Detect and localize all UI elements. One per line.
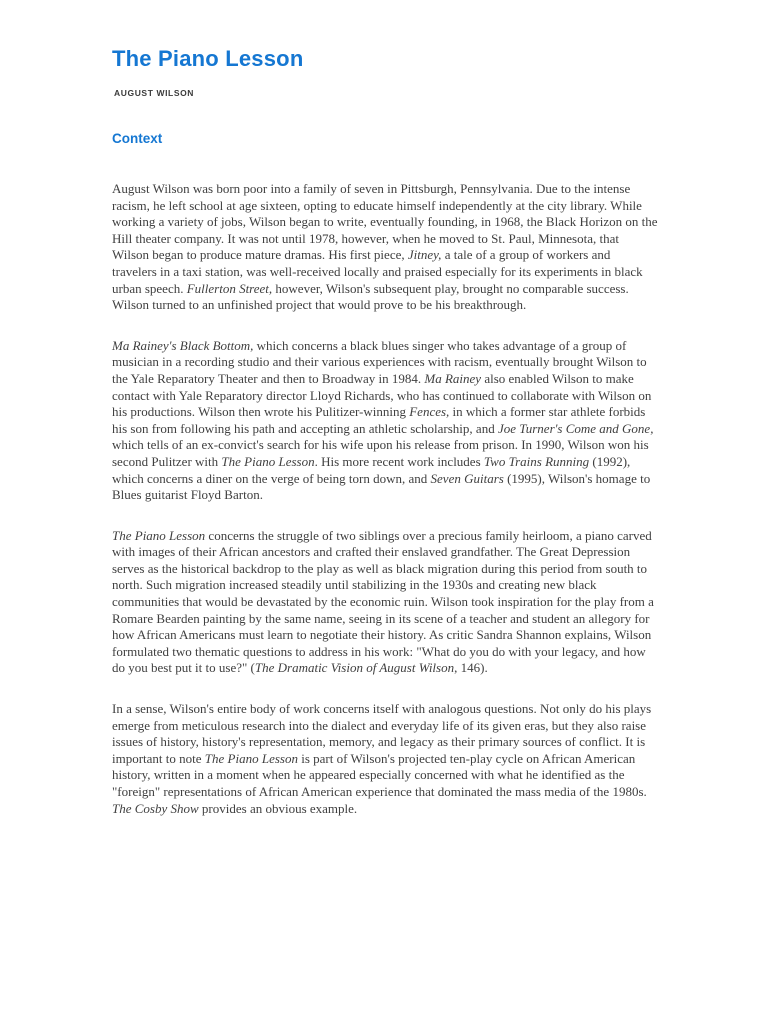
italic-text-run: Fullerton Street, <box>186 280 273 296</box>
italic-text-run: Jitney, <box>407 247 442 263</box>
text-run: however, Wilson's subsequent play, brought no comparable success. Wilson turned to an unfinished project that would prove to be his breakthrough. <box>112 280 629 313</box>
italic-text-run: The Piano Lesson <box>204 750 298 766</box>
paragraph <box>112 701 658 817</box>
italic-text-run: The Piano Lesson <box>112 527 206 543</box>
italic-text-run: Ma Rainey's Black Bottom, <box>112 337 254 353</box>
text-run: which tells of an ex-convict's search for his wife upon his release from prison. In 1990, Wilson won his second Pulitzer with <box>112 437 649 469</box>
text-run: (1995), Wilson's homage to Blues guitarist Floyd Barton. <box>112 470 651 503</box>
article-body <box>112 181 658 817</box>
text-run: which concerns a black blues singer who takes advantage of a group of musician in a recording studio and their various experiences with racism, eventually brought Wilson to the Yale Reparatory Theater and then to Broadway in 1984. <box>112 337 647 386</box>
paragraph <box>112 181 658 314</box>
paragraph <box>112 338 658 504</box>
text-run: a tale of a group of workers and travelers in a taxi station, was well-received locally and praised especially for its experiments in black urban speech. <box>112 247 643 296</box>
text-run: , 146). <box>454 660 488 676</box>
author-byline: AUGUST WILSON <box>114 88 195 98</box>
italic-text-run: Fences, <box>409 404 450 420</box>
text-run: also enabled Wilson to make contact with Yale Reparatory director Lloyd Richards, who has continued to collaborate with Wilson on his productions. Wilson then wrote his Pulitizer-winning <box>112 370 652 420</box>
text-run: In a sense, Wilson's entire body of work concerns itself with analogous questions. Not only do his plays emerge from meticulous research into the dialect and everyday life of its given eras, but they also raise issues of history, history's representation, memory, and legacy as their primary sources of conflict. It is important to note <box>112 701 652 766</box>
text-run: is part of Wilson's projected ten-play cycle on African American history, written in a moment when he appeared especially concerned with what he identified as the "foreign" representations of African American experience that dominated the mass media of the 1980s. <box>112 750 647 799</box>
italic-text-run: Seven Guitars <box>430 470 504 486</box>
italic-text-run: The Cosby Show <box>112 800 199 816</box>
italic-text-run: Joe Turner's Come and Gone, <box>497 420 654 436</box>
section-heading-context: Context <box>112 131 163 146</box>
italic-text-run: The Dramatic Vision of August Wilson <box>254 660 455 676</box>
text-run: concerns the struggle of two siblings over a precious family heirloom, a piano carved with images of their African ancestors and crafted their enslaved grandfather. The Great Depression serves as the historical backdrop to the play as well as black migration during this period from south to north. Such migration increased steadily until stabilizing in the 1930s and creating new black communities that would be devastated by the economic ruin. Wilson took inspiration for the play from a Romare Bearden painting by the same name, seeing in its scene of a teacher and student an allegory for how African Americans must learn to negotiate their history. As critic Sandra Shannon explains, Wilson formulated two thematic questions to address in his work: "What do you do with your legacy, and how do you best put it to use?" ( <box>112 527 654 676</box>
italic-text-run: Two Trains Running <box>483 453 590 469</box>
page-title: The Piano Lesson <box>112 46 304 71</box>
text-run: provides an obvious example. <box>198 800 358 816</box>
text-run: in which a former star athlete forbids his son from following his path and accepting an athletic scholarship, and <box>112 404 646 436</box>
italic-text-run: The Piano Lesson <box>221 453 315 469</box>
text-run: (1992), which concerns a diner on the verge of being torn down, and <box>112 453 631 486</box>
paragraph <box>112 528 658 677</box>
text-run: August Wilson was born poor into a family of seven in Pittsburgh, Pennsylvania. Due to the intense racism, he left school at age sixteen, opting to educate himself independently at the city library. While working a variety of jobs, Wilson began to write, eventually founding, in 1968, the Black Horizon on the Hill theater company. It was not until 1978, however, when he moved to St. Paul, Minnesota, that Wilson began to produce mature dramas. His first piece, <box>112 181 658 263</box>
italic-text-run: Ma Rainey <box>424 370 482 386</box>
text-run: . His more recent work includes <box>314 453 484 469</box>
